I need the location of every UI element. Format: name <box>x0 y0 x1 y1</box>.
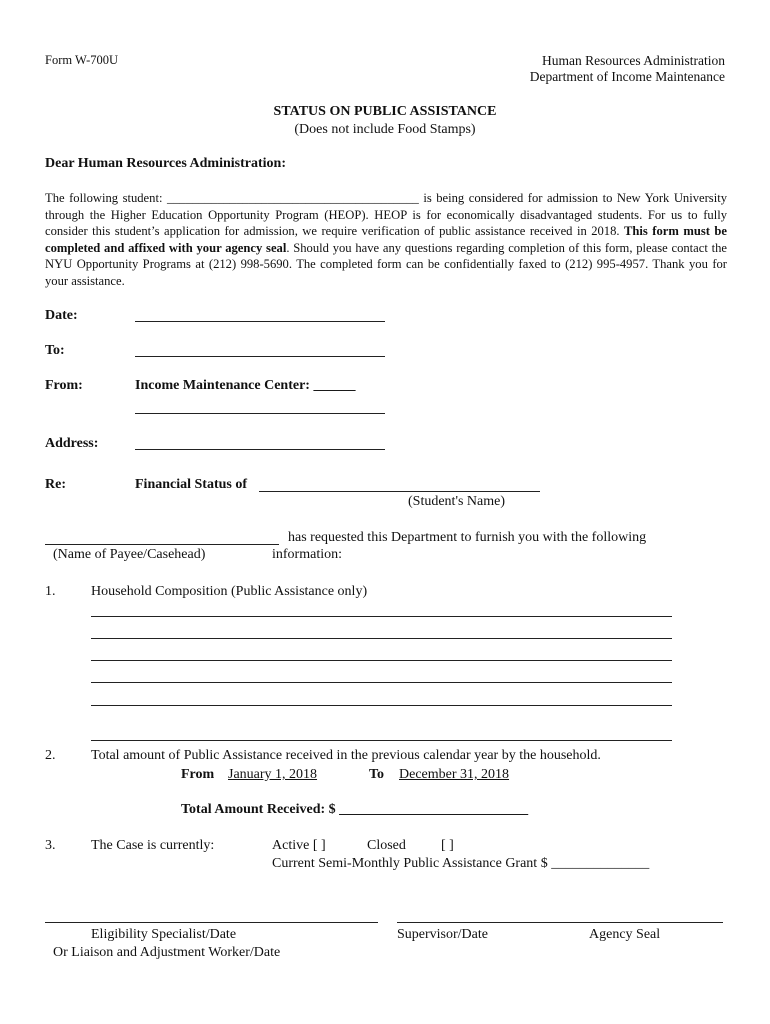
closed-label: Closed <box>367 838 406 853</box>
household-line-2[interactable] <box>91 638 672 639</box>
income-maintenance-center-label: Income Maintenance Center: ______ <box>135 378 356 393</box>
period-from-value: January 1, 2018 <box>228 767 318 782</box>
intro-text-part2: . Should you have any questions regarding completion of this form, please contact the NYU Opportunity Programs at (212) 998-5690. The completed form can be confidentially faxed to (212) 995-4957. Thank you for your assistance. <box>45 240 727 288</box>
students-name-caption: (Student's Name) <box>408 494 506 509</box>
address-label: Address: <box>45 436 99 451</box>
date-label: Date: <box>45 308 78 323</box>
eligibility-specialist-caption: Eligibility Specialist/Date <box>91 927 237 942</box>
item1-number: 1. <box>45 584 56 599</box>
item1-label: Household Composition (Public Assistance only) <box>91 584 368 599</box>
re-label: Re: <box>45 477 66 492</box>
intro-text-part1: The following student: ________________________________________ is being considered for admission to New York University through the Higher Education Opportunity Program (HEOP). HEOP is for economically disadvantaged students. For us to fully consider this student’s application for admission, we require verification of public assistance received in 2018. <box>45 191 727 239</box>
from-field-line[interactable] <box>135 413 385 414</box>
payee-request-text-cont: information: <box>272 547 342 562</box>
student-name-field-line[interactable] <box>259 491 540 492</box>
supervisor-signature-line[interactable] <box>397 922 723 923</box>
closed-checkbox[interactable]: [ ] <box>441 838 454 853</box>
period-from-label: From <box>181 767 215 782</box>
page-title: STATUS ON PUBLIC ASSISTANCE <box>273 104 497 119</box>
agency-seal-caption: Agency Seal <box>589 927 661 942</box>
item2-label: Total amount of Public Assistance received in the previous calendar year by the household. <box>91 748 601 763</box>
eligibility-signature-line[interactable] <box>45 922 378 923</box>
page-subtitle: (Does not include Food Stamps) <box>294 122 476 137</box>
active-checkbox[interactable]: Active [ ] <box>272 838 326 853</box>
item2-number: 2. <box>45 748 56 763</box>
date-field-line[interactable] <box>135 321 385 322</box>
period-to-value: December 31, 2018 <box>399 767 510 782</box>
payee-caption: (Name of Payee/Casehead) <box>53 547 206 562</box>
household-line-3[interactable] <box>91 660 672 661</box>
supervisor-caption: Supervisor/Date <box>397 927 488 942</box>
payee-name-field-line[interactable] <box>45 544 279 545</box>
item3-number: 3. <box>45 838 56 853</box>
address-field-line[interactable] <box>135 449 385 450</box>
liaison-worker-caption: Or Liaison and Adjustment Worker/Date <box>53 945 281 960</box>
total-amount-label: Total Amount Received: $ ___________________________ <box>181 802 529 817</box>
agency-name: Human Resources Administration <box>542 53 725 68</box>
from-label: From: <box>45 378 83 393</box>
intro-paragraph <box>45 190 727 290</box>
household-line-1[interactable] <box>91 616 672 617</box>
to-field-line[interactable] <box>135 356 385 357</box>
to-label: To: <box>45 343 65 358</box>
grant-label: Current Semi-Monthly Public Assistance Grant $ ______________ <box>272 856 650 871</box>
period-to-label: To <box>369 767 385 782</box>
household-line-5[interactable] <box>91 705 672 706</box>
household-line-4[interactable] <box>91 682 672 683</box>
department-name: Department of Income Maintenance <box>529 69 725 84</box>
form-id: Form W-700U <box>45 53 119 67</box>
household-line-6[interactable] <box>91 740 672 741</box>
item3-label: The Case is currently: <box>91 838 215 853</box>
financial-status-label: Financial Status of <box>135 477 248 492</box>
intro-text-bold: This form must be completed and affixed with your agency seal <box>45 224 727 255</box>
salutation: Dear Human Resources Administration: <box>45 156 286 171</box>
payee-request-text: has requested this Department to furnish you with the following <box>288 530 647 545</box>
